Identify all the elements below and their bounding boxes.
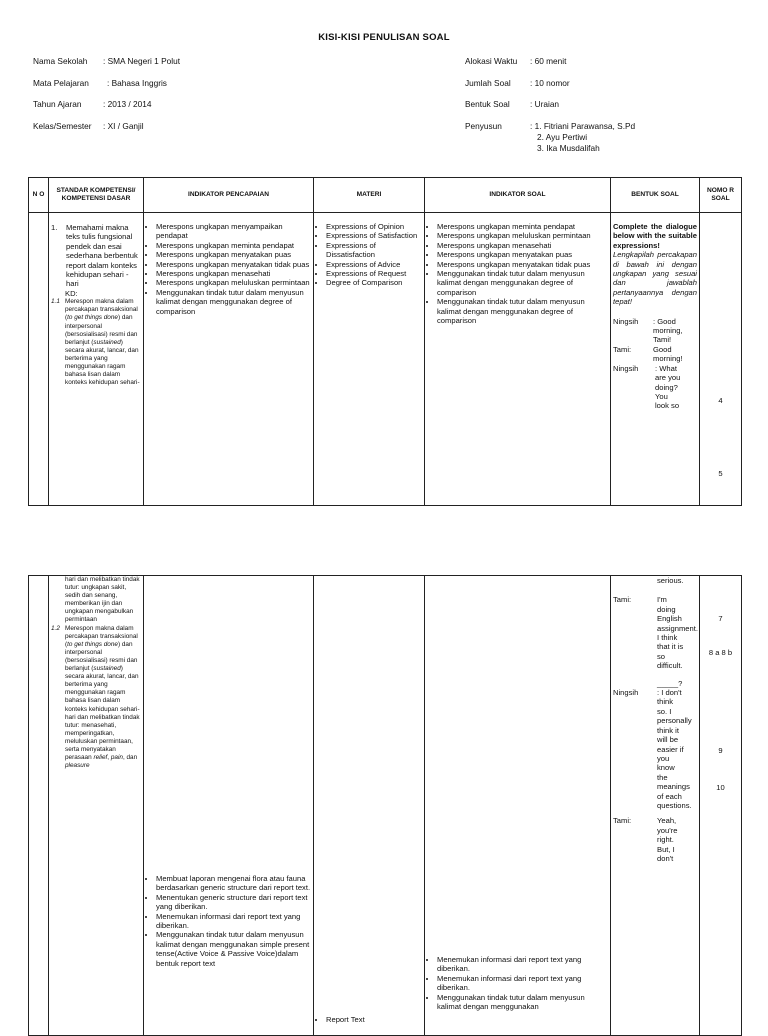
kd-text-part: Merespon makna dalam percakapan transaksional (	[65, 298, 138, 322]
spacer	[613, 671, 697, 679]
speaker: Tami:	[613, 816, 632, 826]
speaker	[613, 576, 657, 585]
question-number: 4	[718, 396, 723, 405]
meta-value: : Bahasa Inggris	[107, 78, 167, 88]
list-item: • Menemukan informasi dari report text yang diberikan.	[437, 974, 608, 993]
dialogue-line	[613, 317, 697, 345]
cell-materi	[314, 213, 425, 506]
meta-row	[465, 56, 635, 78]
kd-number: 1.1	[51, 298, 60, 306]
kd-text-italic: sustained	[93, 665, 121, 673]
header-bentuk: BENTUK SOAL	[611, 178, 700, 213]
list-item: • Menggunakan tindak tutur dalam menyusun kalimat dengan menggunakan degree of comparison	[437, 297, 608, 325]
meta-row	[465, 121, 635, 132]
meta-row	[33, 56, 180, 78]
question-number: 9	[718, 746, 723, 755]
penyusun-item: 3. Ika Musdalifah	[537, 143, 600, 153]
penyusun-item: 2. Ayu Pertiwi	[537, 132, 588, 142]
meta-row	[465, 78, 635, 99]
kd-text-part: , dan	[122, 754, 138, 762]
kd-label: KD:	[65, 288, 78, 298]
kd-text-italic: to get things done	[67, 640, 118, 648]
list-item: • Merespons ungkapan menyatakan puas	[156, 250, 311, 259]
kd-text-italic: pleasure	[65, 762, 90, 770]
list-item: • Merespons ungkapan menyatakan tidak puas	[437, 260, 608, 269]
dialogue-line	[613, 345, 697, 364]
speaker	[613, 679, 657, 688]
kd-text-italic: relief	[93, 754, 108, 762]
kd-text-part: ) secara akurat, lancar, dan berterima yang menggunakan ragam bahasa lisan dalam konteks kehidupan sehari-	[65, 338, 140, 387]
meta-key: Kelas/Semester	[33, 121, 92, 131]
utterance: Yeah, you're right. But, I don't	[657, 816, 678, 863]
cell-bentuk	[611, 213, 700, 506]
utterance: : I don't think so. I personally think it will be easier if you know the meanings of each questions.	[657, 688, 692, 810]
meta-row	[33, 78, 180, 99]
meta-key: Penyusun	[465, 121, 502, 131]
dialogue-line	[613, 364, 697, 411]
cell-no	[29, 576, 49, 1036]
kd-text-italic: to get things done	[67, 314, 118, 322]
cell-standar	[49, 213, 144, 506]
list-item: • Merespons ungkapan meluluskan permintaan	[156, 278, 311, 287]
indikator-soal-list	[427, 955, 608, 1011]
list-item: • Merespons ungkapan meminta pendapat	[156, 241, 311, 250]
kd-text-part: Merespon makna dalam percakapan transaksional (	[65, 624, 138, 648]
kd-text-part: ) dan interpersonal (bersosialisasi) resmi dan berlanjut (	[65, 314, 138, 346]
meta-right	[465, 56, 635, 154]
meta-row	[33, 121, 180, 132]
materi-list	[316, 1015, 422, 1024]
utterance: Good morning!	[653, 344, 683, 364]
kisi-table-page1	[28, 177, 742, 506]
meta-value: : XI / Ganjil	[103, 121, 144, 131]
kd-block	[51, 298, 141, 387]
spacer	[613, 585, 697, 595]
speaker: Ningsih	[613, 316, 639, 326]
speaker: Ningsih	[613, 363, 639, 373]
question-number: 7	[718, 614, 723, 623]
cell-no	[29, 213, 49, 506]
table-row	[29, 213, 742, 506]
cell-bentuk	[611, 576, 700, 1036]
kd-block	[51, 625, 141, 771]
header-nomor: NOMO R SOAL	[700, 178, 742, 213]
cell-indikator	[144, 213, 314, 506]
meta-key: Mata Pelajaran	[33, 78, 89, 88]
meta-row	[33, 99, 180, 121]
utterance: serious.	[657, 576, 684, 585]
meta-key: Nama Sekolah	[33, 56, 88, 66]
cell-indikator-soal	[425, 576, 611, 1036]
kd-continued: hari dan melibatkan tindak tutur: ungkapan sakit, sedih dan senang, memberikan ijin dan ungkapan mengabulkan permintaan	[65, 576, 140, 624]
kd-text-italic: pain	[110, 754, 123, 762]
cell-standar	[49, 576, 144, 1036]
dialogue-line	[613, 595, 697, 670]
speaker: Ningsih	[613, 688, 639, 698]
question-number: 10	[716, 783, 725, 792]
meta-value: : 60 menit	[530, 56, 567, 66]
list-item: • Expressions of Dissatisfaction	[326, 241, 422, 260]
dialogue-line	[613, 576, 697, 585]
utterance: : What are you doing? You look so	[655, 363, 681, 411]
list-item: • Expressions of Satisfaction	[326, 231, 422, 240]
kd-text-part: ) dan interpersonal (bersosialisasi) resmi dan berlanjut (	[65, 640, 138, 673]
list-item: • Menentukan generic structure dari report text yang diberikan.	[156, 893, 311, 912]
question-number: 5	[718, 469, 723, 478]
indikator-list	[146, 874, 311, 968]
list-item: • Report Text	[326, 1015, 422, 1024]
meta-key: Tahun Ajaran	[33, 99, 82, 109]
header-indikator-soal: INDIKATOR SOAL	[425, 178, 611, 213]
list-item: • Menggunakan tindak tutur dalam menyusun kalimat dengan menggunakan simple present tense(Active Voice & Passive Voice)dalam bentuk report text	[156, 930, 311, 968]
speaker: Tami:	[613, 595, 632, 605]
header-indikator: INDIKATOR PENCAPAIAN	[144, 178, 314, 213]
kd-text	[65, 298, 141, 387]
list-item: • Membuat laporan mengenai flora atau fauna berdasarkan generic structure dari report text.	[156, 874, 311, 893]
speaker: Tami:	[613, 344, 632, 354]
meta-key: Alokasi Waktu	[465, 56, 518, 66]
list-item: • Menemukan informasi dari report text yang diberikan.	[156, 912, 311, 931]
question-number: 8 a 8 b	[708, 648, 733, 657]
kd-text-italic: sustained	[93, 338, 121, 346]
dialogue-line	[613, 679, 697, 688]
indikator-soal-list	[427, 222, 608, 325]
kd-number: 1.2	[51, 624, 60, 632]
utterance: _____?	[657, 678, 683, 688]
table-row	[29, 576, 742, 1036]
page-title: KISI-KISI PENULISAN SOAL	[318, 32, 450, 43]
meta-value: : 10 nomor	[530, 78, 570, 88]
list-item: • Menemukan informasi dari report text yang diberikan.	[437, 955, 608, 974]
cell-nomor	[700, 213, 742, 506]
list-item: • Degree of Comparison	[326, 278, 422, 287]
header-standar: STANDAR KOMPETENSI/ KOMPETENSI DASAR	[49, 178, 144, 213]
meta-value: : 1. Fitriani Parawansa, S.Pd	[530, 121, 636, 131]
kd-text	[65, 625, 141, 771]
materi-list	[316, 222, 422, 288]
meta-value: : Uraian	[530, 99, 560, 109]
sk-text: Memahami makna teks tulis fungsional pendek dan esai sederhana berbentuk report dalam konteks kehidupan sehari - hari	[66, 223, 138, 289]
cell-indikator-soal	[425, 213, 611, 506]
meta-left	[33, 56, 180, 132]
sk-block	[51, 223, 141, 289]
dialogue-line	[613, 688, 697, 810]
dialogue-line	[613, 816, 697, 863]
list-item: • Menggunakan tindak tutur dalam menyusun kalimat dengan menggunakan degree of comparison	[437, 269, 608, 297]
list-item: • Merespons ungkapan menasehati	[156, 269, 311, 278]
list-item: • Expressions of Request	[326, 269, 422, 278]
cell-materi	[314, 576, 425, 1036]
instruction-en: Complete the dialogue below with the suitable expressions!	[613, 222, 697, 250]
sk-number: 1.	[51, 223, 58, 232]
header-no: N O	[29, 178, 49, 213]
list-item: • Merespons ungkapan menyampaikan pendapat	[156, 222, 311, 241]
list-item: • Merespons ungkapan menyatakan puas	[437, 250, 608, 259]
instruction-id: Lengkapilah percakapan di bawah ini dengan ungkapan yang sesuai dan jawablah pertanyaannya dengan tepat!	[613, 250, 697, 307]
list-item: • Merespons ungkapan menasehati	[437, 241, 608, 250]
list-item: • Expressions of Opinion	[326, 222, 422, 231]
list-item: • Merespons ungkapan meminta pendapat	[437, 222, 608, 231]
meta-value: : 2013 / 2014	[103, 99, 152, 109]
penyusun-list	[465, 132, 635, 154]
utterance: I'm doing English assignment. I think that it is so difficult.	[657, 595, 698, 671]
list-item: • Menggunakan tindak tutur dalam menyusun kalimat dengan menggunakan	[437, 993, 608, 1012]
list-item: • Merespons ungkapan meluluskan permintaan	[437, 231, 608, 240]
list-item: • Merespons ungkapan menyatakan tidak puas	[156, 260, 311, 269]
header-materi: MATERI	[314, 178, 425, 213]
indikator-list	[146, 222, 311, 316]
spacer	[613, 307, 697, 317]
kd-text-part: ) secara akurat, lancar, dan berterima yang menggunakan ragam bahasa lisan dalam konteks kehidupan sehari-hari dan melibatkan tindak tutur: menasehati, memperingatkan, meluluskan permintaan, serta menyatakan perasaan	[65, 665, 140, 762]
page-break	[0, 508, 768, 574]
meta-row	[465, 99, 635, 121]
kisi-table-page2	[28, 575, 742, 1036]
table-header-row	[29, 178, 742, 213]
list-item: • Expressions of Advice	[326, 260, 422, 269]
meta-key: Bentuk Soal	[465, 99, 510, 109]
list-item: • Menggunakan tindak tutur dalam menyusun kalimat dengan menggunakan degree of comparison	[156, 288, 311, 316]
cell-indikator	[144, 576, 314, 1036]
meta-key: Jumlah Soal	[465, 78, 511, 88]
kd-text-part: ,	[107, 754, 111, 762]
utterance: : Good morning, Tami!	[653, 316, 683, 345]
cell-nomor	[700, 576, 742, 1036]
meta-value: : SMA Negeri 1 Polut	[103, 56, 181, 66]
